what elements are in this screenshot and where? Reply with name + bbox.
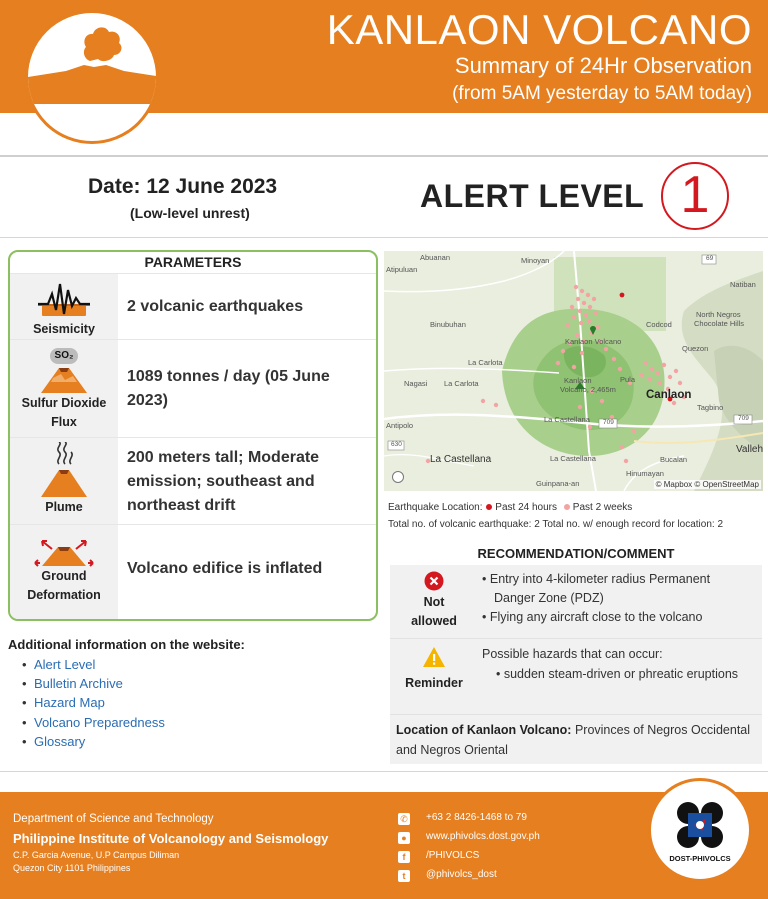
param-label-seismicity: Seismicity <box>33 322 95 336</box>
divider <box>0 771 768 772</box>
page-title: KANLAON VOLCANO <box>326 6 752 53</box>
param-value-plume: 200 meters tall; Moderate emission; southeast and northeast drift <box>127 449 320 514</box>
contact-twitter[interactable]: t @phivolcs_dost <box>398 869 497 882</box>
dost-phivolcs-seal <box>648 778 752 882</box>
param-value-so2: 1089 tonnes / day (05 June 2023) <box>127 368 330 409</box>
map-label-binubuhan: Binubuhan <box>430 320 466 329</box>
volcano-logo-icon <box>25 10 159 144</box>
alert-level-label: ALERT LEVEL <box>420 178 645 214</box>
param-row-seismicity <box>10 273 376 339</box>
legend-title: Earthquake Location: <box>388 502 483 513</box>
map-label-la-castellana-2: La Castellana <box>550 454 596 463</box>
not-allowed-item: • Flying any aircraft close to the volcano <box>482 608 752 627</box>
param-row-deformation <box>10 524 376 621</box>
not-allowed-item: • Entry into 4-kilometer radius Permanent Danger Zone (PDZ) <box>482 570 752 608</box>
map-label-la-carlota-north: La Carlota <box>468 358 503 367</box>
facebook-icon: f <box>398 851 410 863</box>
map-road-630: 630 <box>391 441 402 448</box>
map-road-709b: 709 <box>738 415 749 422</box>
location-text: Provinces of Negros Occidental and Negros Oriental <box>396 723 751 757</box>
unrest-level: (Low-level unrest) <box>130 205 250 221</box>
map-label-abuanan: Abuanan <box>420 253 451 262</box>
divider <box>0 237 768 238</box>
footer-institute: Philippine Institute of Volcanology and Seismology <box>13 831 329 846</box>
param-row-plume <box>10 437 376 524</box>
param-label-deformation: Ground Deformation <box>27 569 101 602</box>
legend-dot-2w-icon <box>564 504 570 510</box>
recommendation-heading: RECOMMENDATION/COMMENT <box>477 546 675 561</box>
contact-phone: ✆ +63 2 8426-1468 to 79 <box>398 812 527 825</box>
map-label-kanlaon-volcano: Kanlaon Volcano <box>565 337 622 346</box>
not-allowed-list <box>482 570 752 628</box>
map-label-kanlaon: Kanlaon <box>564 376 592 385</box>
map-label-bucalan: Bucalan <box>660 455 688 464</box>
link-alert-level[interactable]: • Alert Level <box>22 655 165 674</box>
additional-info-heading: Additional information on the website: <box>8 637 245 652</box>
map-label-quezon: Quezon <box>682 344 709 353</box>
map-label-minoyan: Minoyan <box>521 256 550 265</box>
divider <box>0 155 768 157</box>
seal-text: DOST-PHIVOLCS <box>669 854 731 863</box>
legend-past-2w: Past 2 weeks <box>572 502 633 513</box>
map-label-hinumayan: Hinumayan <box>626 469 664 478</box>
contact-website[interactable]: ● www.phivolcs.dost.gov.ph <box>398 831 540 844</box>
map-label-vallehermoso: Valleh <box>736 444 763 455</box>
map-label-chocolate-hills: Chocolate Hills <box>694 319 745 328</box>
reminder-intro: Possible hazards that can occur: <box>482 647 663 661</box>
legend-past-24h: Past 24 hours <box>495 502 558 513</box>
earthquake-totals: Total no. of volcanic earthquake: 2 Total no. w/ enough record for location: 2 <box>388 519 724 530</box>
map-label-kanlaon-elevation: Volcano, 2,465m <box>560 385 616 394</box>
not-allowed-label: Not allowed <box>411 595 457 628</box>
link-glossary[interactable]: • Glossary <box>22 732 165 751</box>
map-label-natiban: Natiban <box>730 280 756 289</box>
link-bulletin-archive[interactable]: • Bulletin Archive <box>22 674 165 693</box>
location-label: Location of Kanlaon Volcano: <box>396 723 572 737</box>
website-links <box>22 655 165 751</box>
map-label-la-carlota: La Carlota <box>444 379 479 388</box>
parameters-heading: PARAMETERS <box>144 254 242 270</box>
earthquake-map[interactable] <box>384 251 763 491</box>
footer-address-2: Quezon City 1101 Philippines <box>13 863 131 873</box>
link-volcano-preparedness[interactable]: • Volcano Preparedness <box>22 713 165 732</box>
reminder-label: Reminder <box>405 676 463 690</box>
parameters-panel <box>8 250 378 621</box>
recommendation-panel <box>390 565 762 764</box>
globe-search-icon: ● <box>398 832 410 844</box>
volcano-plume-icon <box>37 442 91 498</box>
map-attribution[interactable]: © Mapbox © OpenStreetMap <box>655 480 759 489</box>
map-label-guinpana-an: Guinpana-an <box>536 479 580 488</box>
param-label-so2: Sulfur Dioxide Flux <box>21 396 107 429</box>
rec-row-not-allowed <box>390 565 762 639</box>
map-label-antipolo: Antipolo <box>386 421 414 430</box>
warning-icon <box>422 646 446 668</box>
map-label-tagbino: Tagbino <box>697 403 724 412</box>
reminder-item: • sudden steam-driven or phreatic eruptions <box>496 665 746 684</box>
map-label-pula: Pula <box>620 375 636 384</box>
param-label-plume: Plume <box>45 500 83 514</box>
map-road-69: 69 <box>706 255 714 262</box>
twitter-icon: t <box>398 870 410 882</box>
report-date: Date: 12 June 2023 <box>88 175 278 198</box>
rec-row-reminder <box>390 640 762 715</box>
map-label-canlaon: Canlaon <box>646 389 692 401</box>
param-row-so2 <box>10 339 376 437</box>
map-label-atipuluan: Atipuluan <box>386 265 418 274</box>
reminder-list <box>496 665 746 684</box>
param-value-deformation: Volcano edifice is inflated <box>127 560 323 577</box>
map-label-codcod: Codcod <box>646 320 672 329</box>
map-label-la-castellana: La Castellana <box>430 454 492 465</box>
contact-facebook[interactable]: f /PHIVOLCS <box>398 850 479 863</box>
earthquake-legend <box>388 502 632 513</box>
phone-icon: ✆ <box>398 813 410 825</box>
param-value-seismicity: 2 volcanic earthquakes <box>127 298 304 315</box>
page-subtitle: Summary of 24Hr Observation <box>454 53 752 78</box>
volcano-so2-icon <box>37 364 91 394</box>
volcano-deformation-icon <box>34 535 94 567</box>
map-label-north-negros: North Negros <box>696 310 741 319</box>
seismograph-icon <box>36 280 92 320</box>
footer-address-1: C.P. Garcia Avenue, U.P Campus Diliman <box>13 850 180 860</box>
volcano-location <box>396 720 756 760</box>
mapbox-logo-icon[interactable] <box>392 471 404 483</box>
prohibited-icon <box>424 571 444 591</box>
footer-department: Department of Science and Technology <box>13 813 214 825</box>
link-hazard-map[interactable]: • Hazard Map <box>22 693 165 712</box>
map-road-709a: 709 <box>603 419 614 426</box>
so2-badge: SO₂ <box>50 348 78 364</box>
legend-dot-24h-icon <box>486 504 492 510</box>
dost-logo-icon <box>672 799 728 851</box>
map-label-nagasi: Nagasi <box>404 379 428 388</box>
alert-level-number: 1 <box>661 162 729 230</box>
observation-period: (from 5AM yesterday to 5AM today) <box>452 83 752 104</box>
map-label-la-castellana-north: La Castellana <box>544 415 590 424</box>
